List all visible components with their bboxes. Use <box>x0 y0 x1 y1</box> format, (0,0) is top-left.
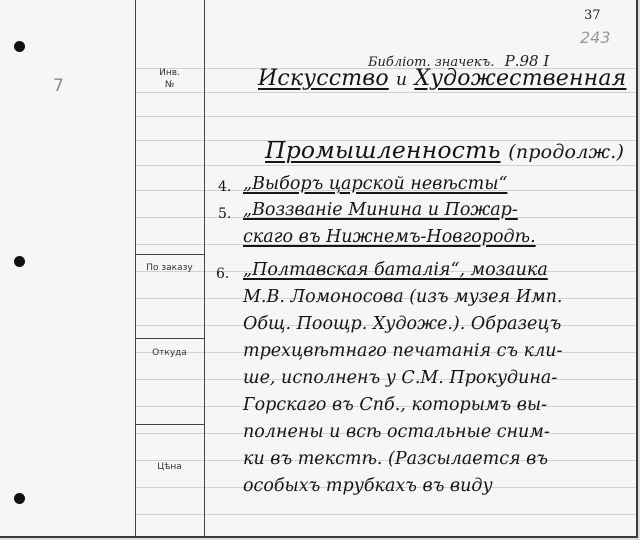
entry-line <box>243 260 548 280</box>
entry-number: 6. <box>216 266 230 282</box>
ruled-line <box>135 92 636 93</box>
column-divider <box>135 424 204 425</box>
folio-number: 37 <box>584 8 601 23</box>
heading-word-industry: Промышленность <box>265 136 501 164</box>
entry-line: особыхъ трубкахъ въ виду <box>243 476 493 496</box>
entry-line: „Выборъ царской невѣсты“ <box>243 174 508 194</box>
entry-number: 4. <box>218 179 232 195</box>
inv-label: Инв. <box>159 68 180 78</box>
column-divider <box>135 254 204 255</box>
price-label: Цѣна <box>157 462 182 472</box>
heading-word-artistic: Художественная <box>414 66 627 91</box>
library-mark-value: Р.98 I <box>504 52 550 70</box>
heading-continued: (продолж.) <box>508 141 625 163</box>
entry-line: „Воззваніе Минина и Пожар- <box>243 200 518 220</box>
inv-number-label: № <box>164 80 175 90</box>
ruled-line <box>135 514 636 515</box>
entry-line: ки въ текстѣ. (Разсылается въ <box>243 449 549 469</box>
margin-pencil-number: 7 <box>53 76 64 96</box>
source-label: Откуда <box>152 348 187 358</box>
order-label: По заказу <box>146 263 193 273</box>
heading-word-art: Искусство <box>258 66 389 91</box>
ruled-line <box>135 165 636 166</box>
column-border-right <box>204 0 205 536</box>
entry-line: полнены и всѣ остальные сним- <box>243 422 550 442</box>
heading-conjunction: и <box>395 70 408 90</box>
library-mark-label: Библіот. значекъ. <box>368 55 495 70</box>
punch-hole <box>14 256 25 267</box>
column-divider <box>135 338 204 339</box>
entry-line: М.В. Ломоносова (изъ музея Имп. <box>243 287 563 307</box>
punch-hole <box>14 41 25 52</box>
entry-line: Горскаго въ Спб., которымъ вы- <box>243 395 548 415</box>
heading-line-1 <box>258 66 626 91</box>
entry-line: трехцвѣтнаго печатанія съ кли- <box>243 341 563 361</box>
entry-line: Общ. Поощр. Художе.). Образецъ <box>243 314 562 334</box>
entry-line-text: „Полтавская баталія“, мозаика <box>243 260 548 280</box>
entry-line: ше, исполненъ у С.М. Прокудина- <box>243 368 558 388</box>
heading-line-2 <box>265 136 624 164</box>
punch-hole <box>14 493 25 504</box>
entry-line: скаго въ Нижнемъ-Новгородѣ. <box>243 227 536 247</box>
entry-number: 5. <box>218 206 232 222</box>
folio-pencil-number: 243 <box>580 28 611 47</box>
ruled-line <box>135 116 636 117</box>
